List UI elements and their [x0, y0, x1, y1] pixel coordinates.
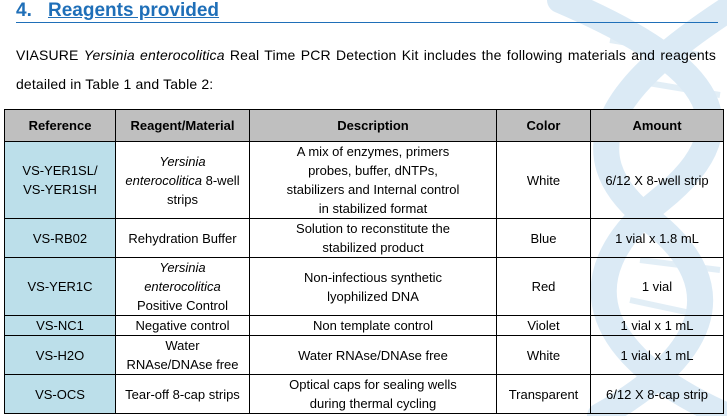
- amount-cell: 1 vial: [591, 258, 724, 316]
- material-cell: Yersinia enterocolitica Positive Control: [116, 258, 250, 316]
- table-row: [5, 336, 724, 375]
- color-cell: White: [497, 336, 591, 375]
- table-row: [5, 375, 724, 414]
- intro-paragraph: [16, 41, 716, 99]
- material-cell: Negative control: [116, 316, 250, 336]
- description-cell: Optical caps for sealing wells during thermal cycling: [250, 375, 497, 414]
- color-cell: White: [497, 142, 591, 219]
- description-cell: Solution to reconstitute the stabilized product: [250, 219, 497, 258]
- material-cell: Tear-off 8-cap strips: [116, 375, 250, 414]
- table-row: [5, 258, 724, 316]
- color-cell: Red: [497, 258, 591, 316]
- description-cell: A mix of enzymes, primers probes, buffer, dNTPs, stabilizers and Internal control in stabilized format: [250, 142, 497, 219]
- table-header-row: [5, 110, 724, 142]
- section-title: Reagents provided: [48, 0, 220, 21]
- column-header-material: Reagent/Material: [116, 110, 250, 142]
- intro-line-2: detailed in Table 1 and Table 2:: [16, 76, 214, 92]
- table-row: [5, 316, 724, 336]
- amount-cell: 1 vial x 1.8 mL: [591, 219, 724, 258]
- column-header-description: Description: [250, 110, 497, 142]
- reference-cell: VS-RB02: [5, 219, 116, 258]
- amount-cell: 6/12 X 8-well strip: [591, 142, 724, 219]
- amount-cell: 1 vial x 1 mL: [591, 316, 724, 336]
- description-cell: Non template control: [250, 316, 497, 336]
- species-name: Yersinia enterocolitica: [83, 47, 225, 63]
- color-cell: Transparent: [497, 375, 591, 414]
- material-cell: Water RNAse/DNAse free: [116, 336, 250, 375]
- reference-cell: VS-H2O: [5, 336, 116, 375]
- reference-cell: VS-YER1SL/ VS-YER1SH: [5, 142, 116, 219]
- color-cell: Blue: [497, 219, 591, 258]
- reference-cell: VS-NC1: [5, 316, 116, 336]
- column-header-amount: Amount: [591, 110, 724, 142]
- column-header-reference: Reference: [5, 110, 116, 142]
- reference-cell: VS-OCS: [5, 375, 116, 414]
- amount-cell: 1 vial x 1 mL: [591, 336, 724, 375]
- material-cell: Rehydration Buffer: [116, 219, 250, 258]
- column-header-color: Color: [497, 110, 591, 142]
- reagents-table: [4, 109, 724, 414]
- table-row: [5, 219, 724, 258]
- section-heading: [16, 0, 718, 23]
- section-number: 4.: [16, 0, 32, 21]
- color-cell: Violet: [497, 316, 591, 336]
- description-cell: Water RNAse/DNAse free: [250, 336, 497, 375]
- reference-cell: VS-YER1C: [5, 258, 116, 316]
- material-cell: Yersinia enterocolitica 8-well strips: [116, 142, 250, 219]
- description-cell: Non-infectious synthetic lyophilized DNA: [250, 258, 497, 316]
- amount-cell: 6/12 X 8-cap strip: [591, 375, 724, 414]
- table-row: [5, 142, 724, 219]
- intro-line-1: VIASURE Yersinia enterocolitica Real Time PCR Detection Kit includes the following materials and reagents: [16, 47, 717, 63]
